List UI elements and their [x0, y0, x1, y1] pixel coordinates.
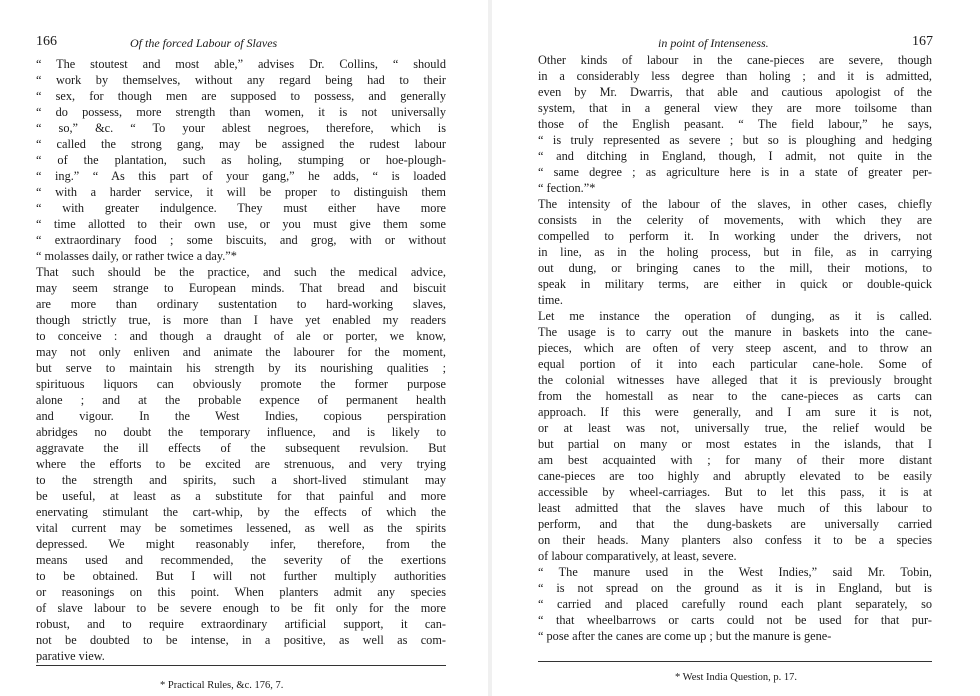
text-line: and vigour. In the West Indies, copious perspiration [36, 409, 446, 423]
text-line: may seem strange to European minds. That bread and biscuit [36, 281, 446, 295]
right-running-title: in point of Intenseness. [658, 36, 769, 50]
text-line: The intensity of the labour of the slaves, in other cases, chiefly [538, 197, 932, 211]
text-line: on their heads. Many planters also confess it to be a species [538, 533, 932, 547]
text-line: “ fection.”* [538, 181, 596, 195]
text-line: “ is truly represented as severe ; but so is ploughing and hedging [538, 133, 932, 147]
right-page-body [538, 52, 932, 644]
text-line: perform, and that the dung-baskets are universally carried [538, 517, 932, 531]
text-line: enervating stimulant the cart-whip, by the effects of which the [36, 505, 446, 519]
text-line: “ The manure used in the West Indies,” said Mr. Tobin, [538, 565, 932, 579]
text-line: That such should be the practice, and such the medical advice, [36, 265, 446, 279]
text-line: “ pose after the canes are come up ; but the manure is gene- [538, 629, 832, 643]
text-line: the colonial witnesses have alleged that it is previously brought [538, 373, 932, 387]
text-line: depressed. We might reasonably infer, therefore, from the [36, 537, 446, 551]
text-line: “ time allotted to their own use, or you must give them some [36, 217, 446, 231]
text-line: “ molasses daily, or rather twice a day.”* [36, 249, 237, 263]
text-line: those of the English peasant. “ The field labour,” he says, [538, 117, 932, 131]
text-line: pieces, which are often of very steep ascent, and to throw an [538, 341, 932, 355]
text-line: be useful, at least as a substitute for that painful and more [36, 489, 446, 503]
text-line: of slave labour to be severe enough to be fit only for the more [36, 601, 446, 615]
text-line: robust, and to require extraordinary artificial support, it can- [36, 617, 446, 631]
text-line: Let me instance the operation of dunging, as it is called. [538, 309, 932, 323]
text-line: parative view. [36, 649, 105, 663]
text-line: alone ; and at the probable expence of permanent health [36, 393, 446, 407]
text-line: aggravate the ill effects of the subsequent revulsion. But [36, 441, 446, 455]
text-line: but serve to maintain his strength by its nourishing qualities ; [36, 361, 446, 375]
left-page-body [36, 56, 446, 664]
text-line: am best acquainted with ; for many of their more distant [538, 453, 932, 467]
text-line: “ is not spread on the ground as it is in England, but is [538, 581, 932, 595]
right-page-header [490, 34, 980, 54]
text-line: may not only enliven and animate the labourer for the moment, [36, 345, 446, 359]
text-line: speak in military terms, are either in quick or double-quick [538, 277, 932, 291]
text-line: “ that wheelbarrows or carts could not be used for that pur- [538, 613, 932, 627]
text-line: Other kinds of labour in the cane-pieces are severe, though [538, 53, 932, 67]
text-line: vital current may be sometimes lessened, as well as the spirits [36, 521, 446, 535]
text-line: “ so,” &c. “ To your ablest negroes, therefore, which is [36, 121, 446, 135]
text-line: to conceive : and though a draught of ale or porter, we know, [36, 329, 446, 343]
text-line: from the homestall as near to the cane-pieces as carts can [538, 389, 932, 403]
text-line: “ with greater indulgence. They must either have more [36, 201, 446, 215]
text-line: compelled to perform it. In working under the drivers, not [538, 229, 932, 243]
text-line: out dung, or bringing canes to the mill, their motions, to [538, 261, 932, 275]
text-line: are more than ordinary sustentation to hard-working slaves, [36, 297, 446, 311]
right-page [490, 0, 980, 696]
left-page-number: 166 [36, 34, 57, 49]
text-line: to be obtained. But I will not further multiply authorities [36, 569, 446, 583]
text-line: not be doubted to be intense, in a positive, as well as com- [36, 633, 446, 647]
left-footnote: * Practical Rules, &c. 176, 7. [160, 680, 284, 691]
text-line: The usage is to carry out the manure in baskets into the cane- [538, 325, 932, 339]
text-line: in a considerably less degree than holing ; and it is admitted, [538, 69, 932, 83]
text-line: spirituous liquors can obviously promote the former purpose [36, 377, 446, 391]
text-line: even by Mr. Dwarris, that able and cautious apologist of the [538, 85, 932, 99]
text-line: “ work by themselves, without any regard being had to their [36, 73, 446, 87]
left-page-header [0, 34, 490, 54]
text-line: “ The stoutest and most able,” advises Dr. Collins, “ should [36, 57, 446, 71]
right-page-number: 167 [912, 34, 933, 49]
text-line: “ extraordinary food ; some biscuits, and grog, with or without [36, 233, 446, 247]
text-line: abridges no doubt the temporary influence, and is likely to [36, 425, 446, 439]
text-line: or at least was not, universally true, the relief would be [538, 421, 932, 435]
text-line: “ and ditching in England, though, I admit, not quite in the [538, 149, 932, 163]
right-footnote: * West India Question, p. 17. [675, 672, 798, 683]
text-line: “ sex, for though men are supposed to possess, and generally [36, 89, 446, 103]
text-line: time. [538, 293, 563, 307]
text-line: “ do possess, more strength than women, it is not universally [36, 105, 446, 119]
text-line: or reasonings on this point. When planters admit any species [36, 585, 446, 599]
text-line: “ same degree ; as agriculture here is in a state of greater per- [538, 165, 932, 179]
text-line: “ ing.” “ As this part of your gang,” he adds, “ is loaded [36, 169, 446, 183]
text-line: means used and recommended, the severity of the exertions [36, 553, 446, 567]
text-line: in line, as in the holing process, but in file, as in carrying [538, 245, 932, 259]
text-line: approach. If this were generally, and I am sure it is not, [538, 405, 932, 419]
text-line: “ of the plantation, such as holing, stumping or hoe-plough- [36, 153, 446, 167]
text-line: where the efforts to be excited are strenuous, and very trying [36, 457, 446, 471]
text-line: but partial on many or most estates in the islands, that I [538, 437, 932, 451]
text-line: “ carried and placed carefully round each plant separately, so [538, 597, 932, 611]
text-line: accessible by wheel-carriages. But to let this pass, it is at [538, 485, 932, 499]
right-footnote-rule [538, 661, 932, 662]
text-line: cane-pieces are too highly and abruptly elevated to be easily [538, 469, 932, 483]
text-line: system, that in a general view they are more toilsome than [538, 101, 932, 115]
text-line: to the strength and spirits, such a short-lived stimulant may [36, 473, 446, 487]
text-line: consists in the celerity of movements, with which they are [538, 213, 932, 227]
left-running-title: Of the forced Labour of Slaves [130, 36, 278, 50]
text-line: equal portion of it into each particular cane-hole. Some of [538, 357, 932, 371]
text-line: “ called the strong gang, may be assigned the rudest labour [36, 137, 446, 151]
text-line: “ with a harder service, it will be proper to distinguish them [36, 185, 446, 199]
text-line: though strictly true, is more than I have yet enabled my readers [36, 313, 446, 327]
left-footnote-rule [36, 665, 446, 666]
text-line: least admitted that the slaves have much of this labour to [538, 501, 932, 515]
text-line: of labour comparatively, at least, severe. [538, 549, 737, 563]
